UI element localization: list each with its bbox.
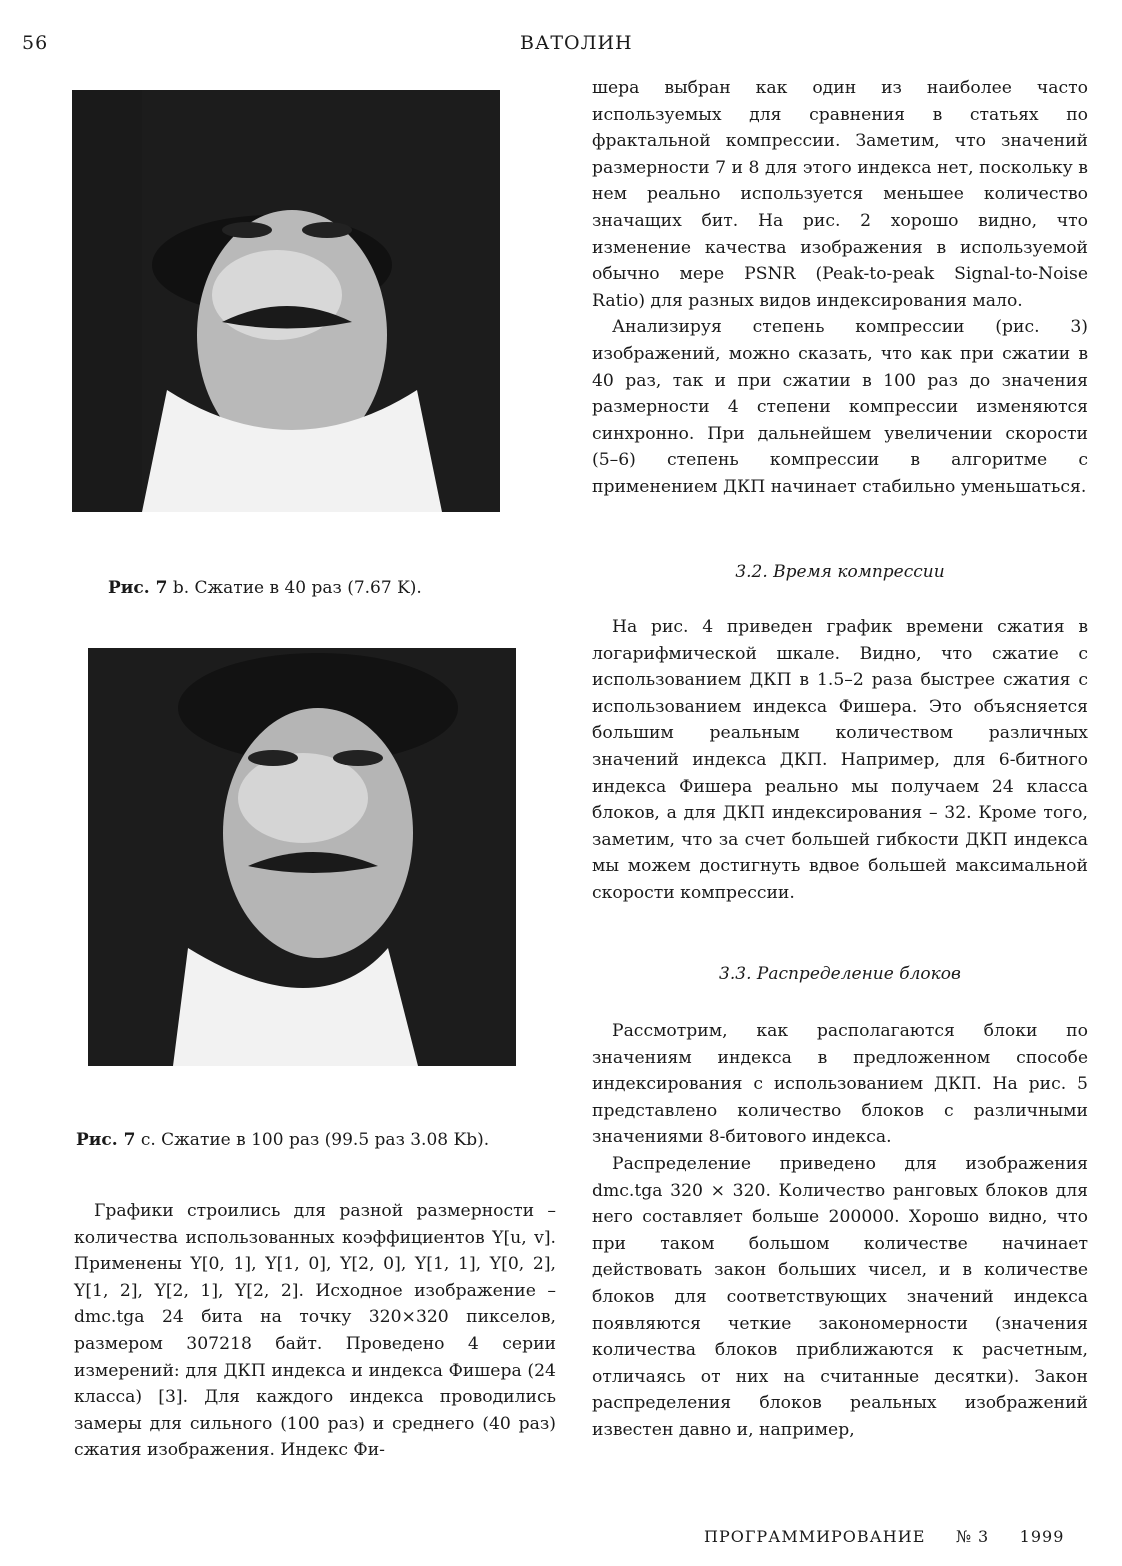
paragraph: Анализируя степень компрессии (рис. 3) изображений, можно сказать, что как при сжатии в 40 раз, так и при сжатии в 100 раз до значения размерности 4 степени компрессии изменяются синхронно. При дальнейшем увеличении скорости (5–6) степень компрессии в алгоритме с применением ДКП начинает стабильно уменьшаться. bbox=[592, 317, 1088, 497]
footer bbox=[704, 1527, 1064, 1546]
section-heading-3-3: 3.3. Распределение блоков bbox=[719, 964, 961, 984]
portrait-image bbox=[72, 90, 500, 512]
paragraph: На рис. 4 приведен график времени сжатия в логарифмической шкале. Видно, что сжатие с использованием ДКП в 1.5–2 раза быстрее сжатия с использованием индекса Фишера. Это объясняется большим реальным количеством различных значений индекса ДКП. Например, для 6-битного индекса Фишера реально мы получаем 24 класса блоков, а для ДКП индексирования – 32. Кроме того, заметим, что за счет большей гибкости ДКП индекса мы можем достигнуть вдвое большей максимальной скорости компрессии. bbox=[592, 617, 1088, 903]
right-column-middle bbox=[592, 614, 1088, 907]
section-heading-3-2: 3.2. Время компрессии bbox=[735, 562, 945, 582]
right-column-top bbox=[592, 75, 1088, 501]
paragraph: Рассмотрим, как располагаются блоки по значениям индекса в предложенном способе индексирования с использованием ДКП. На рис. 5 представлено количество блоков с различными значениями 8-битового индекса. bbox=[592, 1021, 1088, 1148]
paragraph: Графики строились для разной размерности – количества использованных коэффициентов Y[u, v]. Применены Y[0, 1], Y[1, 0], Y[2, 0], Y[1, 1], Y[0, 2], Y[1, 2], Y[2, 1], Y[2, 2]. Исходное изображение – dmc.tga 24 бита на точку 320×320 пикселов, размером 307218 байт. Проведено 4 серии измерений: для ДКП индекса и индекса Фишера (24 класса) [3]. Для каждого индекса проводились замеры для сильного (100 раз) и среднего (40 раз) сжатия изображения. Индекс Фи- bbox=[74, 1201, 556, 1461]
figure-caption-text: b. Сжатие в 40 раз (7.67 K). bbox=[172, 578, 422, 598]
portrait-image bbox=[88, 648, 516, 1066]
figure-7c-caption bbox=[76, 1130, 489, 1150]
running-title: ВАТОЛИН bbox=[520, 32, 633, 54]
figure-7c-photo bbox=[88, 648, 516, 1066]
issue-number: № 3 bbox=[955, 1527, 990, 1546]
page-number: 56 bbox=[22, 32, 49, 54]
figure-7b-photo bbox=[72, 90, 500, 512]
figure-label: Рис. 7 bbox=[108, 578, 168, 598]
figure-caption-text: с. Сжатие в 100 раз (99.5 раз 3.08 Kb). bbox=[140, 1130, 490, 1150]
journal-name: ПРОГРАММИРОВАНИЕ bbox=[704, 1527, 926, 1546]
figure-label: Рис. 7 bbox=[76, 1130, 136, 1150]
figure-7b-caption bbox=[108, 578, 422, 598]
right-column-bottom bbox=[592, 1018, 1088, 1444]
left-column bbox=[74, 1198, 556, 1464]
paragraph: шера выбран как один из наиболее часто используемых для сравнения в статьях по фрактальной компрессии. Заметим, что значений размерности 7 и 8 для этого индекса нет, поскольку в нем реально используется меньшее количество значащих бит. На рис. 2 хорошо видно, что изменение качества изображения в используемой обычно мере PSNR (Peak-to-peak Signal-to-Noise Ratio) для разных видов индексирования мало. bbox=[592, 78, 1088, 311]
year: 1999 bbox=[1019, 1527, 1065, 1546]
paragraph: Распределение приведено для изображения dmc.tga 320 × 320. Количество ранговых блоков для него составляет больше 200000. Хорошо видно, что при таком большом количестве начинает действовать закон больших чисел, и в количестве блоков для соответствующих значений индекса появляются четкие закономерности (значения количества блоков приближаются к расчетным, отличаясь от них на считанные десятки). Закон распределения блоков реальных изображений известен давно и, например, bbox=[592, 1153, 1088, 1440]
